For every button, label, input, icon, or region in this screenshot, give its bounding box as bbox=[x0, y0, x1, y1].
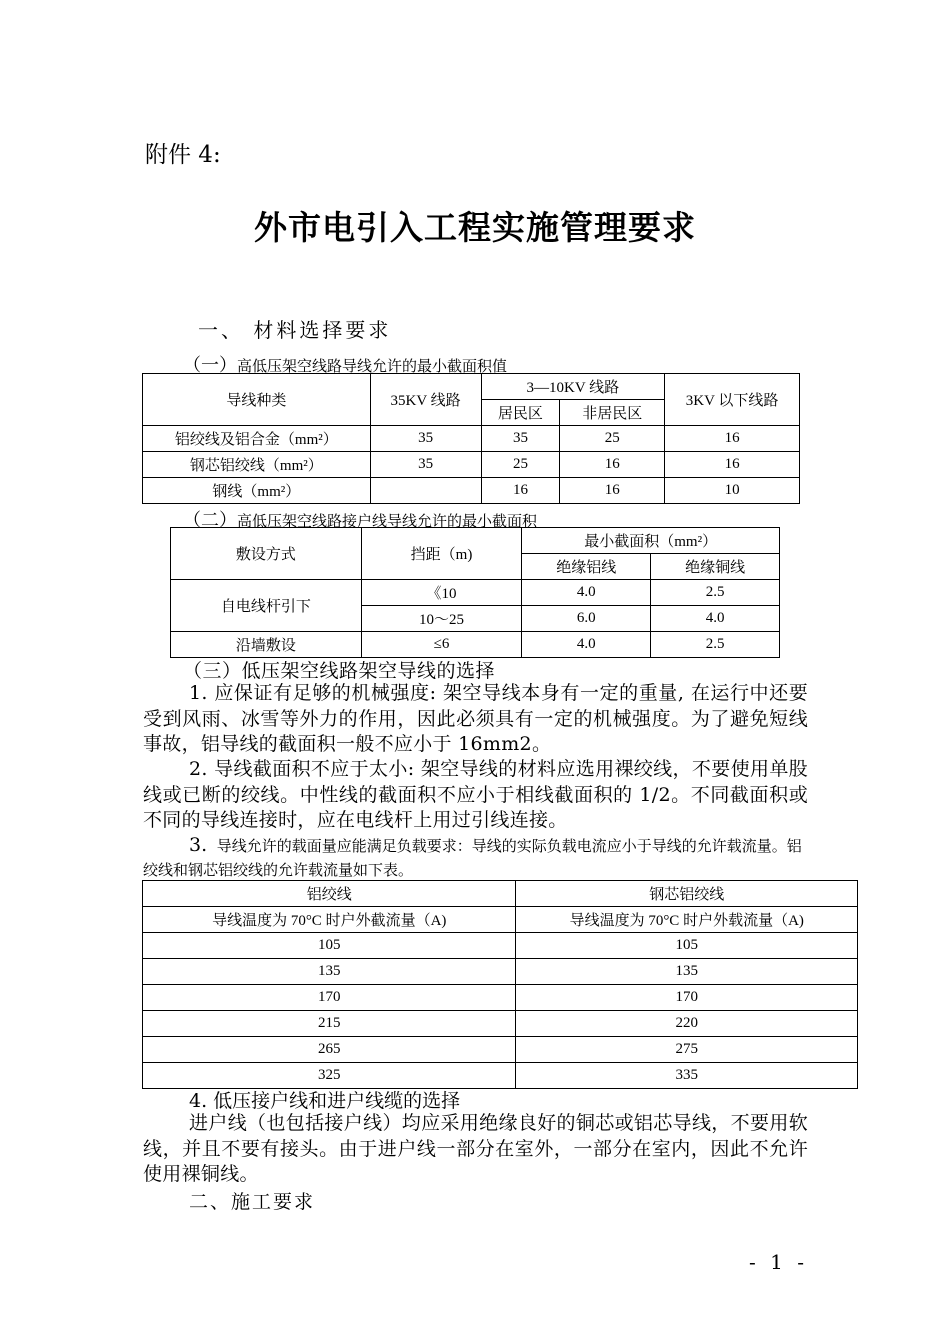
paragraph-2: 2. 导线截面积不应于太小: 架空导线的材料应选用裸绞线，不要使用单股线或已断的绞线。中性线的截面积不应小于相线截面积的 1/2。不同截面积或不同的导线连接时，应在电线杆上用过引线连接。 bbox=[143, 758, 808, 832]
table-cell: 钢线（mm²） bbox=[143, 478, 371, 504]
t2-header-insulated-al: 绝缘铝线 bbox=[522, 554, 651, 580]
table-cell: 16 bbox=[665, 426, 800, 452]
table-cell: 170 bbox=[143, 985, 516, 1011]
table-row bbox=[143, 933, 858, 959]
t2-header-span: 挡距（m) bbox=[361, 528, 522, 580]
section-heading-1: 一、 材料选择要求 bbox=[198, 318, 392, 342]
table-cell: 铝绞线及铝合金（mm²） bbox=[143, 426, 371, 452]
table-cell: 220 bbox=[516, 1011, 858, 1037]
table-cell: 《10 bbox=[361, 580, 522, 606]
table-cell: 2.5 bbox=[651, 580, 780, 606]
paragraph-3 bbox=[143, 833, 808, 882]
t1-header-below-3kv: 3KV 以下线路 bbox=[665, 374, 800, 426]
table-cell: 275 bbox=[516, 1037, 858, 1063]
table-cell: 6.0 bbox=[522, 606, 651, 632]
table-row bbox=[171, 580, 780, 606]
t1-header-type: 导线种类 bbox=[143, 374, 371, 426]
table-cell: 335 bbox=[516, 1063, 858, 1089]
table-cell: 钢芯铝绞线（mm²） bbox=[143, 452, 371, 478]
table-row bbox=[171, 632, 780, 658]
paragraph-1: 1. 应保证有足够的机械强度: 架空导线本身有一定的重量, 在运行中还要受到风雨、冰雪等外力的作用，因此必须具有一定的机械强度。为了避免短线事故，铝导线的截面积一般不应小于 16mm2。 bbox=[143, 682, 808, 756]
t3-header-acsr: 钢芯铝绞线 bbox=[516, 881, 858, 907]
table-cell: 265 bbox=[143, 1037, 516, 1063]
t2-header-insulated-cu: 绝缘铜线 bbox=[651, 554, 780, 580]
table-cell: 4.0 bbox=[522, 580, 651, 606]
table-cell bbox=[370, 478, 481, 504]
table-cell: 16 bbox=[560, 478, 665, 504]
attachment-label: 附件 4: bbox=[145, 142, 221, 168]
t2-pole-cell: 自电线杆引下 bbox=[171, 580, 362, 632]
table-cell: 10～25 bbox=[361, 606, 522, 632]
table-cell: 135 bbox=[516, 959, 858, 985]
table-cell: 35 bbox=[481, 426, 560, 452]
subheading-2-text: 高低压架空线路接户线导线允许的最小截面积 bbox=[237, 512, 538, 530]
table-cell: 325 bbox=[143, 1063, 516, 1089]
table-cell: 35 bbox=[370, 452, 481, 478]
table-cell: 4.0 bbox=[522, 632, 651, 658]
table-ampacity bbox=[142, 880, 858, 1089]
table-cell: 215 bbox=[143, 1011, 516, 1037]
subheading-1-paren: （一） bbox=[183, 355, 237, 376]
table-cell: 105 bbox=[143, 933, 516, 959]
table-cell: 4.0 bbox=[651, 606, 780, 632]
paragraph-4: 进户线（也包括接户线）均应采用绝缘良好的铜芯或铝芯导线，不要用软线，并且不要有接头。由于进户线一部分在室外，一部分在室内，因此不允许使用裸铜线。 bbox=[143, 1112, 808, 1186]
table-row bbox=[143, 1037, 858, 1063]
subheading-3: （三）低压架空线路架空导线的选择 bbox=[183, 660, 496, 682]
table-cell: 35 bbox=[370, 426, 481, 452]
table-cell: 10 bbox=[665, 478, 800, 504]
table-row bbox=[143, 959, 858, 985]
paragraph-3-number: 3. bbox=[189, 834, 208, 856]
table-cell: 170 bbox=[516, 985, 858, 1011]
table-cell: 25 bbox=[481, 452, 560, 478]
t2-wall-cell: 沿墙敷设 bbox=[171, 632, 362, 658]
t1-header-residential: 居民区 bbox=[481, 400, 560, 426]
table-cell: 2.5 bbox=[651, 632, 780, 658]
t1-header-3-10kv: 3—10KV 线路 bbox=[481, 374, 665, 400]
table-row bbox=[143, 1063, 858, 1089]
t1-header-non-residential: 非居民区 bbox=[560, 400, 665, 426]
table-cell: 105 bbox=[516, 933, 858, 959]
table-row bbox=[143, 1011, 858, 1037]
table-row bbox=[143, 452, 800, 478]
table-row bbox=[143, 426, 800, 452]
table-cell: 16 bbox=[560, 452, 665, 478]
page-number: - 1 - bbox=[749, 1250, 808, 1274]
t3-subheader-al: 导线温度为 70°C 时户外截流量（A) bbox=[143, 907, 516, 933]
item-4-heading: 4. 低压接户线和进户线缆的选择 bbox=[189, 1090, 461, 1112]
t1-header-35kv: 35KV 线路 bbox=[370, 374, 481, 426]
subheading-2-paren: （二） bbox=[183, 510, 237, 531]
table-cell: ≤6 bbox=[361, 632, 522, 658]
t2-header-method: 敷设方式 bbox=[171, 528, 362, 580]
paragraph-3-text: 导线允许的载面量应能满足负载要求：导线的实际负载电流应小于导线的允许载流量。铝绞线和钢芯铝绞线的允许载流量如下表。 bbox=[143, 837, 802, 879]
section-heading-2: 二、施工要求 bbox=[189, 1191, 316, 1213]
table-cell: 16 bbox=[665, 452, 800, 478]
table-min-cross-section bbox=[142, 373, 800, 504]
t2-header-min-section: 最小截面积（mm²） bbox=[522, 528, 780, 554]
table-cell: 135 bbox=[143, 959, 516, 985]
table-row bbox=[143, 985, 858, 1011]
document-title: 外市电引入工程实施管理要求 bbox=[254, 208, 696, 247]
t3-header-al: 铝绞线 bbox=[143, 881, 516, 907]
table-row bbox=[143, 478, 800, 504]
t3-subheader-acsr: 导线温度为 70°C 时户外载流量（A) bbox=[516, 907, 858, 933]
table-cell: 25 bbox=[560, 426, 665, 452]
table-cell: 16 bbox=[481, 478, 560, 504]
table-service-drop bbox=[170, 527, 780, 658]
subheading-1-text: 高低压架空线路导线允许的最小截面积值 bbox=[237, 357, 508, 375]
